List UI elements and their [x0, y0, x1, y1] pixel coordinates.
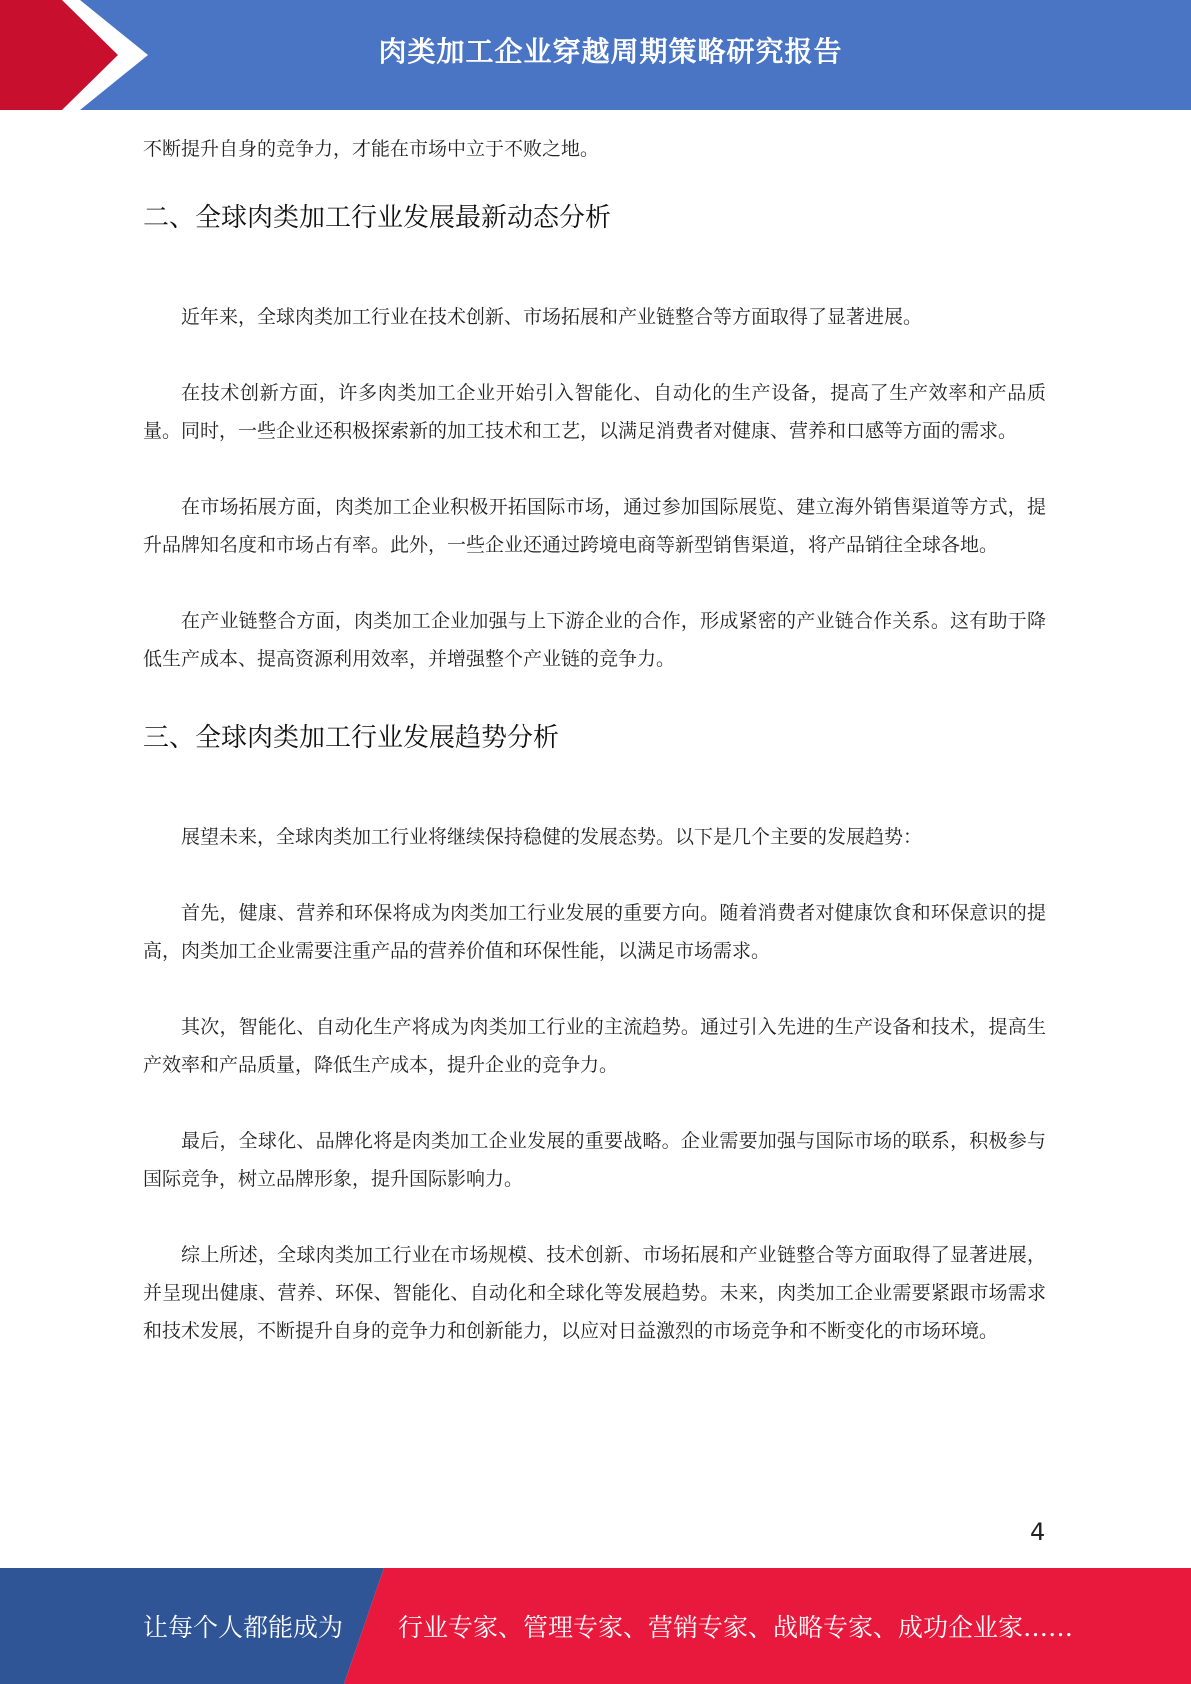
section3-paragraph: 综上所述，全球肉类加工行业在市场规模、技术创新、市场拓展和产业链整合等方面取得了显著进展，并呈现出健康、营养、环保、智能化、自动化和全球化等发展趋势。未来，肉类加工企业需要紧跟市场需求和技术发展，不断提升自身的竞争力和创新能力，以应对日益激烈的市场竞争和不断变化的市场环境。 — [143, 1244, 1046, 1342]
page-footer — [0, 1568, 1191, 1684]
intro-line: 不断提升自身的竞争力，才能在市场中立于不败之地。 — [143, 138, 600, 160]
page-header — [0, 0, 1191, 110]
section2-paragraph: 在技术创新方面，许多肉类加工企业开始引入智能化、自动化的生产设备，提高了生产效率和产品质量。同时，一些企业还积极探索新的加工技术和工艺，以满足消费者对健康、营养和口感等方面的需求。 — [143, 382, 1046, 442]
section3-paragraph: 展望未来，全球肉类加工行业将继续保持稳健的发展态势。以下是几个主要的发展趋势： — [181, 826, 923, 848]
section2-heading: 二、全球肉类加工行业发展最新动态分析 — [143, 203, 612, 233]
section3-paragraph: 首先，健康、营养和环保将成为肉类加工行业发展的重要方向。随着消费者对健康饮食和环保意识的提高，肉类加工企业需要注重产品的营养价值和环保性能，以满足市场需求。 — [143, 902, 1046, 962]
section3-heading: 三、全球肉类加工行业发展趋势分析 — [143, 723, 560, 753]
section2-paragraph: 在市场拓展方面，肉类加工企业积极开拓国际市场，通过参加国际展览、建立海外销售渠道等方式，提升品牌知名度和市场占有率。此外，一些企业还通过跨境电商等新型销售渠道，将产品销往全球各地。 — [143, 496, 1046, 556]
footer-slogan-right: 行业专家、管理专家、营销专家、战略专家、成功企业家…… — [398, 1613, 1074, 1642]
page-number: 4 — [1030, 1518, 1046, 1546]
section3-paragraph: 其次，智能化、自动化生产将成为肉类加工行业的主流趋势。通过引入先进的生产设备和技术，提高生产效率和产品质量，降低生产成本，提升企业的竞争力。 — [143, 1016, 1046, 1076]
section3-paragraph: 最后，全球化、品牌化将是肉类加工企业发展的重要战略。企业需要加强与国际市场的联系，积极参与国际竞争，树立品牌形象，提升国际影响力。 — [143, 1130, 1046, 1190]
section2-paragraph: 近年来，全球肉类加工行业在技术创新、市场拓展和产业链整合等方面取得了显著进展。 — [181, 306, 923, 328]
report-title: 肉类加工企业穿越周期策略研究报告 — [378, 35, 843, 68]
page-body — [143, 130, 1046, 1388]
section2-paragraph: 在产业链整合方面，肉类加工企业加强与上下游企业的合作，形成紧密的产业链合作关系。这有助于降低生产成本、提高资源利用效率，并增强整个产业链的竞争力。 — [143, 610, 1046, 670]
footer-slogan-left: 让每个人都能成为 — [143, 1613, 344, 1642]
